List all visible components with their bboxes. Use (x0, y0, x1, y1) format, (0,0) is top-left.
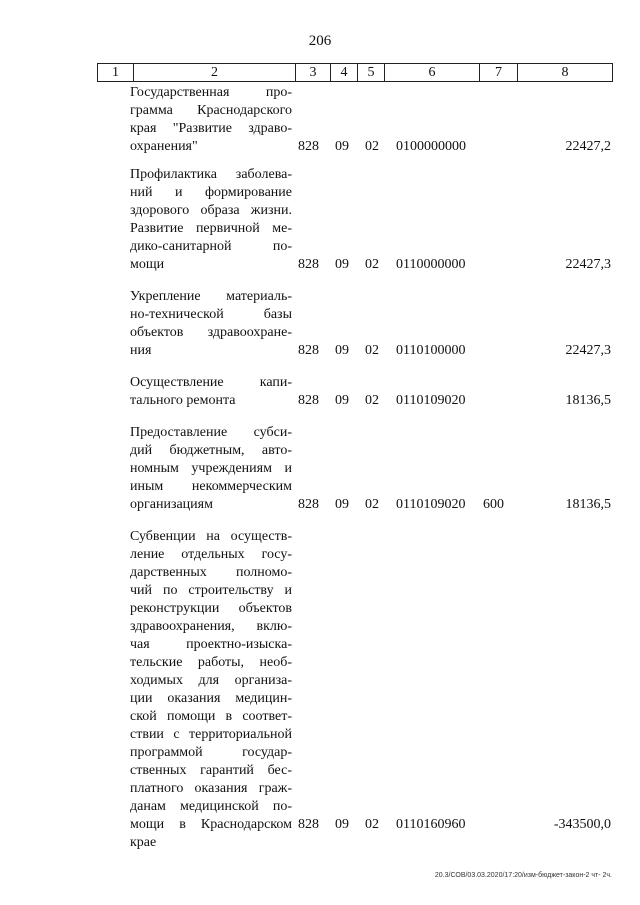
row-col-3: 828 (298, 393, 319, 408)
row-name-line: Укрепление материаль- (130, 289, 292, 304)
row-col-3: 828 (298, 817, 319, 832)
row-name-line: Субвенции на осуществ- (130, 529, 292, 544)
row-col-3: 828 (298, 497, 319, 512)
row-name (130, 84, 292, 156)
row-name-line: реконструкции объектов (130, 601, 292, 616)
table-header (97, 63, 613, 82)
row-name-line: чая проектно-изыска- (130, 637, 292, 652)
row-name-line: иным некоммерческим (130, 479, 292, 494)
row-name-line: дарственных полномо- (130, 565, 292, 580)
row-col-3: 828 (298, 257, 319, 272)
row-col-3: 828 (298, 343, 319, 358)
row-name (130, 166, 292, 274)
row-name-line: данам медицинской по- (130, 799, 292, 814)
page-number: 206 (308, 33, 332, 49)
row-col-6: 0110100000 (396, 343, 466, 358)
row-name-line: тельские работы, необ- (130, 655, 292, 670)
row-name-line: тального ремонта (130, 393, 236, 408)
table-row (0, 166, 640, 274)
row-col-7: 600 (483, 497, 504, 512)
row-col-6: 0100000000 (396, 139, 466, 154)
row-name-line: мощи (130, 257, 165, 272)
row-name-line: здорового образа жизни. (130, 203, 292, 218)
row-col-5: 02 (365, 393, 379, 408)
row-col-4: 09 (335, 497, 349, 512)
row-col-5: 02 (365, 343, 379, 358)
table-row (0, 84, 640, 156)
row-name-line: Осуществление капи- (130, 375, 292, 390)
row-name-line: ний и формирование (130, 185, 292, 200)
table-row (0, 288, 640, 360)
row-col-4: 09 (335, 139, 349, 154)
row-col-6: 0110109020 (396, 393, 466, 408)
row-name-line: здравоохранения, вклю- (130, 619, 292, 634)
row-name-line: дико-санитарной по- (130, 239, 292, 254)
header-col-2: 2 (134, 64, 296, 81)
row-name-line: программой государ- (130, 745, 292, 760)
row-col-6: 0110000000 (396, 257, 466, 272)
row-name-line: Предоставление субси- (130, 425, 292, 440)
row-name-line: Развитие первичной ме- (130, 221, 292, 236)
row-name-line: но-технической базы (130, 307, 292, 322)
header-col-3: 3 (296, 64, 331, 81)
row-name-line: ции оказания медицин- (130, 691, 292, 706)
row-col-5: 02 (365, 257, 379, 272)
row-name-line: мощи в Краснодарском (130, 817, 292, 832)
row-col-4: 09 (335, 343, 349, 358)
row-name-line: ской помощи в соответ- (130, 709, 292, 724)
row-name-line: края "Развитие здраво- (130, 121, 292, 136)
row-name-line: объектов здравоохране- (130, 325, 292, 340)
header-col-7: 7 (480, 64, 518, 81)
row-col-8: 22427,2 (565, 139, 611, 154)
row-name-line: чий по строительству и (130, 583, 292, 598)
row-col-8: -343500,0 (553, 817, 611, 832)
row-col-4: 09 (335, 817, 349, 832)
header-col-8: 8 (561, 65, 569, 80)
row-name-line: ходимых для организа- (130, 673, 292, 688)
row-name-line: Государственная про- (130, 85, 292, 100)
row-col-6: 0110109020 (396, 497, 466, 512)
row-name-line: организациям (130, 497, 213, 512)
row-col-8: 22427,3 (565, 343, 611, 358)
row-name-line: ственных гарантий бес- (130, 763, 292, 778)
row-col-6: 0110160960 (396, 817, 466, 832)
header-col-1: 1 (98, 64, 134, 81)
row-col-5: 02 (365, 817, 379, 832)
row-name-line: ния (130, 343, 152, 358)
row-name-line: ление отдельных госу- (130, 547, 292, 562)
row-name-line: номным учреждениям и (130, 461, 292, 476)
row-name-line: охранения" (130, 139, 198, 154)
row-name (130, 424, 292, 514)
row-col-8: 18136,5 (565, 497, 611, 512)
table-row (0, 528, 640, 852)
row-col-5: 02 (365, 497, 379, 512)
row-col-8: 18136,5 (565, 393, 611, 408)
row-name (130, 288, 292, 360)
row-col-4: 09 (335, 257, 349, 272)
header-col-4: 4 (331, 64, 358, 81)
header-col-6: 6 (385, 64, 480, 81)
row-name (130, 374, 292, 410)
row-name-line: платного оказания граж- (130, 781, 292, 796)
row-name-line: ствии с территориальной (130, 727, 292, 742)
row-name-line: грамма Краснодарского (130, 103, 292, 118)
table-row (0, 424, 640, 514)
row-name (130, 528, 292, 852)
row-col-8: 22427,3 (565, 257, 611, 272)
row-name-line: крае (130, 835, 157, 850)
header-col-5: 5 (358, 64, 385, 81)
row-name-line: Профилактика заболева- (130, 167, 292, 182)
row-name-line: дий бюджетным, авто- (130, 443, 292, 458)
table-row (0, 374, 640, 410)
row-col-5: 02 (365, 139, 379, 154)
row-col-4: 09 (335, 393, 349, 408)
row-col-3: 828 (298, 139, 319, 154)
document-code: 20.3/СОВ/03.03.2020/17:20/изм-бюджет-закон-2 чт- 2ч. (434, 872, 612, 879)
